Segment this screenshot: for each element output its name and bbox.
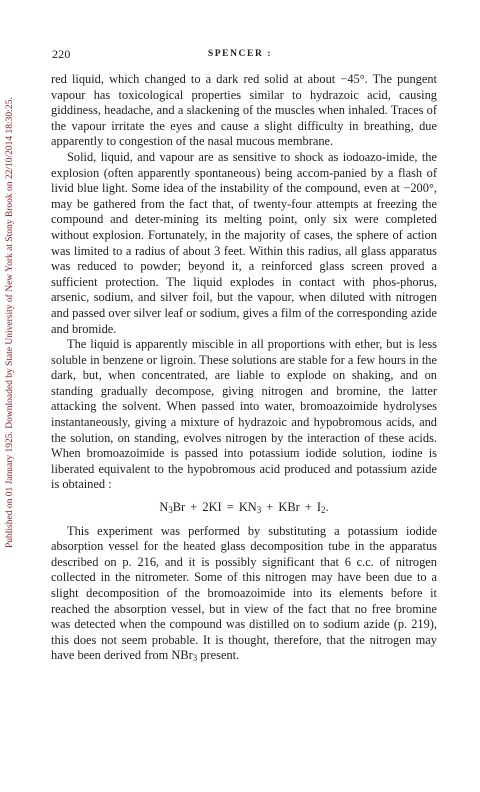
equation-term: Br + 2KI = KN xyxy=(172,500,257,515)
equation-end: . xyxy=(325,500,329,515)
paragraph-solubility: The liquid is apparently miscible in all proportions with ether, but is less soluble in benzene or ligroin. These solutions are stable for a few hours in the dark, but, when concentrated, are liable to explode on shaking, and on standing gradually decompose, giving nitrogen and bromine, the latter attacking the solvent. When passed into water, bromoazoimide hydrolyses instantaneously, giving a mixture of hydrazoic and hypobromous acids, and the solution, on standing, evolves nitrogen by the interaction of these acids. When bromoazoimide is passed into potassium iodide solution, iodine is liberated equivalent to the hypobromous acid produced and potassium azide is obtained : xyxy=(51,337,437,492)
paragraph-continued: red liquid, which changed to a dark red solid at about −45°. The pungent vapour has toxicological properties similar to hydrazoic acid, causing giddiness, headache, and a slackening of the muscles when inhaled. Traces of the vapour irritate the eyes and cause a slight difficulty in breathing, due apparently to congestion of the nasal mucous membrane. xyxy=(51,72,437,149)
article-body xyxy=(51,72,437,664)
equation-subscript: 3 xyxy=(168,505,173,516)
download-watermark: Published on 01 January 1925. Downloaded by State University of New York at Stony Brook on 22/10/2014 18:30:25. xyxy=(5,97,15,548)
equation-subscript: 3 xyxy=(256,505,262,516)
running-head: SPENCER : xyxy=(207,49,273,59)
equation-term: N xyxy=(159,500,169,515)
paragraph-experiment xyxy=(51,524,437,664)
formula-subscript: 3 xyxy=(192,653,198,664)
page-number: 220 xyxy=(52,47,71,61)
paragraph-text: This experiment was performed by substituting a potassium iodide absorption vessel for the heated glass decomposition tube in the apparatus described on p. 216, and it is possibly significant that 6 c.c. of nitrogen collected in the nitrometer. Some of this nitrogen may have been due to a slight decomposition of the bromoazoimide into its elements before it reached the absorption vessel, but in view of the fact that no free bromine was detected when the compound was distilled on to sodium azide (p. 219), this does not seem probable. It is thought, therefore, that the nitrogen may have been derived from NBr xyxy=(51,523,437,663)
equation-subscript: 2 xyxy=(321,505,326,516)
equation-term: + KBr + I xyxy=(261,500,322,515)
paragraph-explosion: Solid, liquid, and vapour are as sensitive to shock as iodoazo-imide, the explosion (often apparently spontaneous) being accom-panied by a flash of livid blue light. Some idea of the instability of the compound, even at −200°, may be gathered from the fact that, of twenty-four attempts at freezing the compound and deter-mining its melting point, only six were completed without explosion. Fortunately, in the majority of cases, the sphere of action was limited to a radius of about 3 feet. Within this radius, all glass apparatus was reduced to powder; beyond it, a reinforced glass screen proved a sufficient protection. The liquid explodes in contact with phos-phorus, arsenic, sodium, and silver foil, but the vapour, when diluted with nitrogen and passed over silver leaf or sodium, gives a film of the corresponding azide and bromide. xyxy=(51,149,437,336)
paragraph-text-end: present. xyxy=(197,648,240,663)
chemical-equation xyxy=(51,500,437,516)
